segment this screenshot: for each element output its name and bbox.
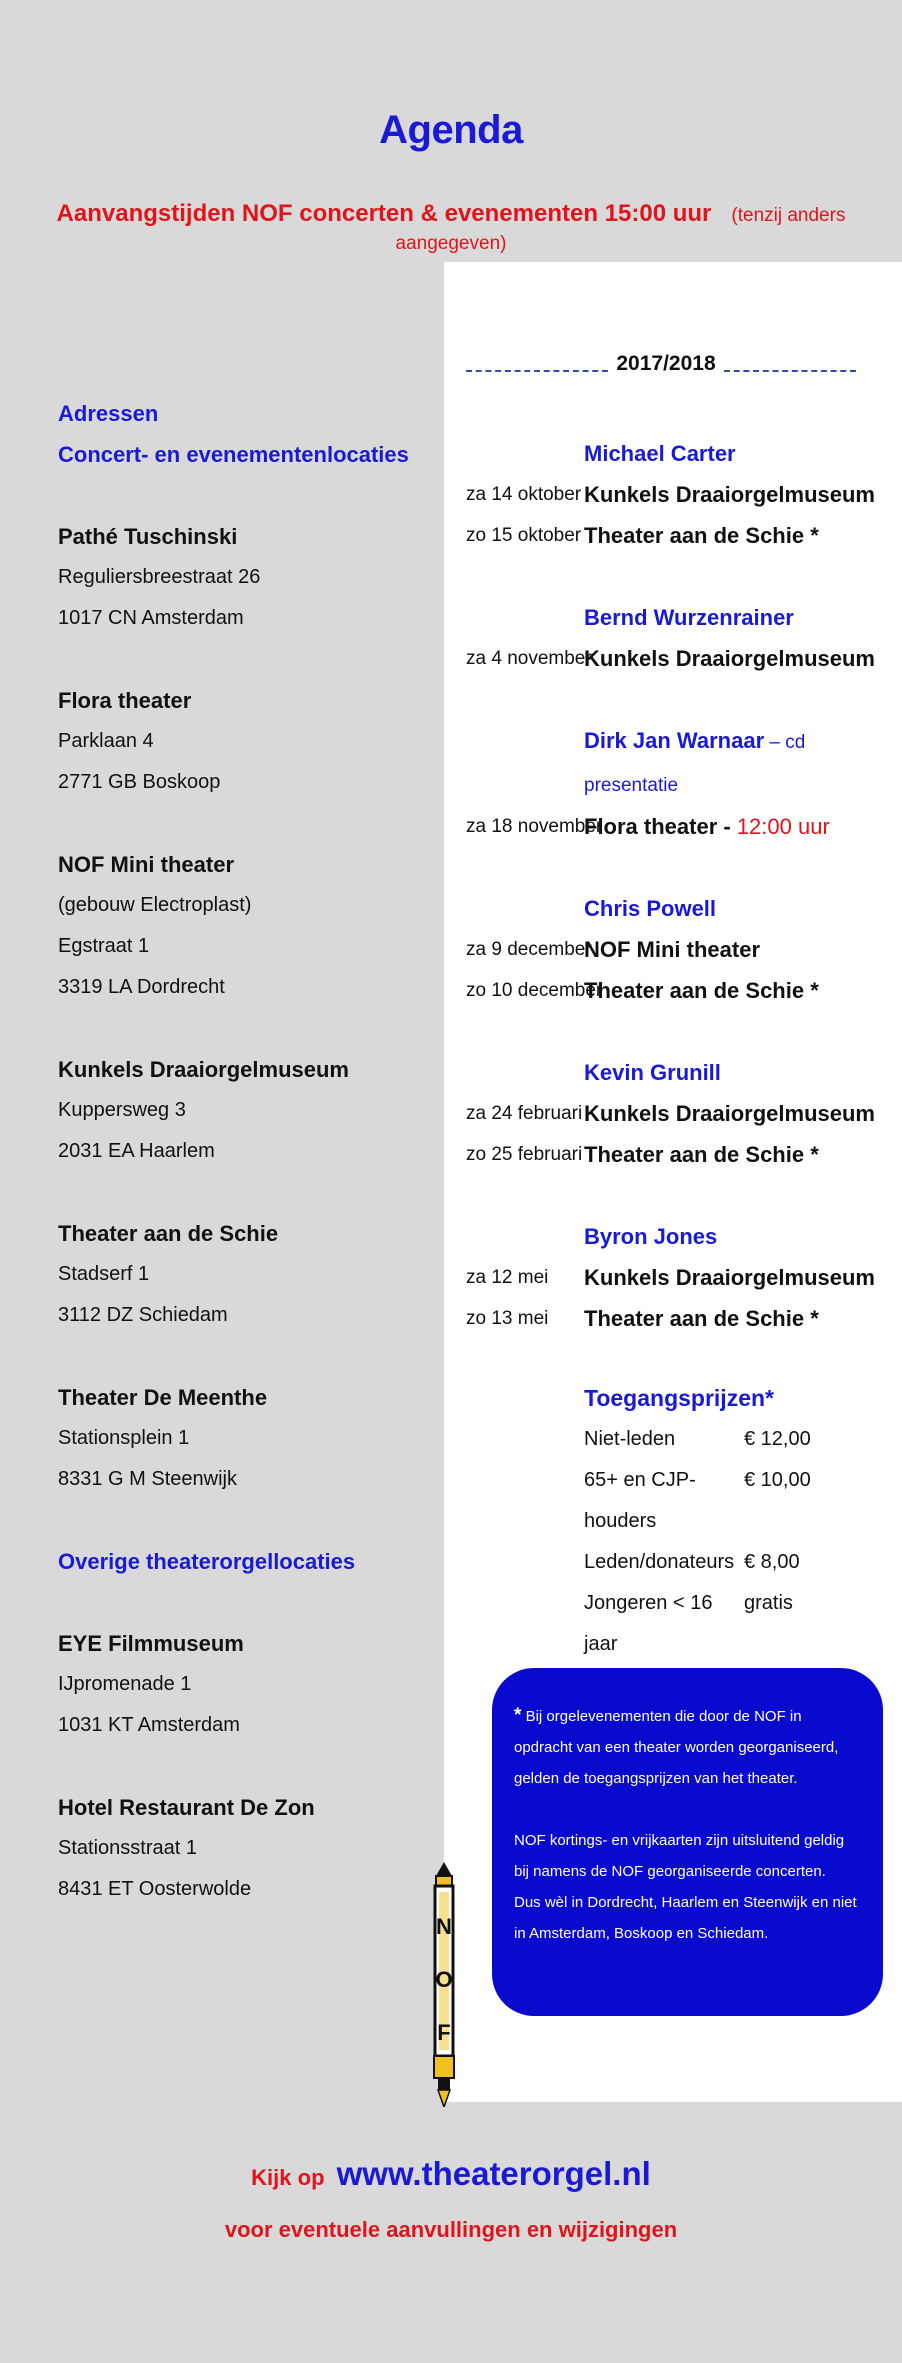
agenda-event — [466, 1298, 902, 1339]
agenda-event — [466, 806, 902, 847]
artist-name: Chris Powell — [584, 896, 717, 921]
location-address-line: 3112 DZ Schiedam — [58, 1304, 228, 1326]
price-value: gratis — [744, 1592, 793, 1614]
location-spacer — [58, 803, 438, 844]
location-address-line: 8431 ET Oosterwolde — [58, 1878, 252, 1900]
agenda-event — [466, 638, 902, 679]
info-para-1: * Bij orgelevenementen die door de NOF in opdracht van een theater worden georganiseerd, gelden de toegangsprijzen van het theater. — [514, 1705, 839, 1787]
price-label: 65+ en CJP-houders — [584, 1469, 696, 1532]
artist-extra: – cd presentatie — [584, 732, 806, 796]
info-para-2: NOF kortings- en vrijkaarten zijn uitsluitend geldig bij namens de NOF georganiseerde concerten. — [514, 1832, 845, 1880]
location-spacer — [58, 1746, 438, 1787]
subtitle-note: (tenzij anders aangegeven) — [395, 205, 846, 254]
event-venue: Kunkels Draaiorgelmuseum — [584, 646, 875, 671]
info-box — [492, 1668, 883, 2016]
price-value: € 8,00 — [744, 1551, 800, 1573]
location-address-line: 3319 LA Dordrecht — [58, 976, 225, 998]
agenda-event — [466, 474, 902, 515]
logo-letter-o: O — [435, 1967, 453, 1992]
event-date: za 18 november — [466, 816, 603, 837]
location-spacer — [58, 1008, 438, 1049]
agenda-event — [466, 1134, 902, 1175]
agenda-list — [466, 433, 902, 1339]
event-date: za 24 februari — [466, 1103, 583, 1124]
location-name: Theater De Meenthe — [58, 1385, 268, 1410]
concert-locations-heading: Concert- en evenementenlocaties — [58, 442, 409, 467]
agenda-spacer — [466, 847, 902, 888]
agenda-event — [466, 970, 902, 1011]
logo-letter-n: N — [436, 1914, 452, 1939]
artist-name: Kevin Grunill — [584, 1060, 721, 1085]
footer-prefix: Kijk op — [251, 2165, 325, 2190]
subtitle-main: Aanvangstijden NOF concerten & evenementen 15:00 uur — [56, 200, 712, 227]
nof-logo-icon — [430, 1862, 458, 2107]
location-address-line: Stadserf 1 — [58, 1263, 150, 1285]
location-address-line: 1031 KT Amsterdam — [58, 1714, 240, 1736]
agenda-event — [466, 929, 902, 970]
location-address-line: 8331 G M Steenwijk — [58, 1468, 237, 1490]
agenda-event — [466, 515, 902, 556]
location-address-line: 2031 EA Haarlem — [58, 1140, 215, 1162]
location-address-line: Reguliersbreestraat 26 — [58, 566, 261, 588]
event-venue: NOF Mini theater — [584, 937, 761, 962]
start-times-subtitle — [0, 200, 902, 256]
event-date: za 4 november — [466, 648, 592, 669]
location-spacer — [58, 1910, 438, 1951]
price-label: Jongeren < 16 jaar — [584, 1592, 713, 1655]
location-spacer — [58, 1336, 438, 1377]
other-location-list — [58, 1623, 438, 1951]
price-row — [584, 1419, 884, 1460]
location-spacer — [58, 639, 438, 680]
location-spacer — [58, 1172, 438, 1213]
artist-name: Byron Jones — [584, 1224, 718, 1249]
event-venue: Kunkels Draaiorgelmuseum — [584, 1101, 875, 1126]
event-date: zo 15 oktober — [466, 525, 582, 546]
prices-title: Toegangsprijzen* — [584, 1385, 774, 1411]
event-venue: Theater aan de Schie * — [584, 523, 819, 548]
page-title: Agenda — [379, 108, 523, 152]
event-date: zo 13 mei — [466, 1308, 549, 1329]
event-date: zo 10 december — [466, 980, 603, 1001]
footer-note: voor eventuele aanvullingen en wijzigingen — [224, 2217, 678, 2242]
price-value: € 12,00 — [744, 1428, 811, 1450]
price-label: Leden/donateurs — [584, 1551, 735, 1573]
location-address-line: 2771 GB Boskoop — [58, 771, 221, 793]
location-address-line: Stationsstraat 1 — [58, 1837, 197, 1859]
price-value: € 10,00 — [744, 1469, 811, 1491]
other-locations-heading: Overige theaterorgellocaties — [58, 1549, 356, 1574]
event-venue: Kunkels Draaiorgelmuseum — [584, 1265, 875, 1290]
info-para-3: Dus wèl in Dordrecht, Haarlem en Steenwijk en niet in Amsterdam, Boskoop en Schiedam. — [514, 1894, 857, 1942]
location-address-line: Stationsplein 1 — [58, 1427, 190, 1449]
location-name: Flora theater — [58, 688, 192, 713]
location-spacer — [58, 1500, 438, 1541]
event-date: za 12 mei — [466, 1267, 549, 1288]
event-venue: Theater aan de Schie * — [584, 1142, 819, 1167]
prices-block — [584, 1378, 884, 1665]
event-venue: Kunkels Draaiorgelmuseum — [584, 482, 875, 507]
event-venue: Flora theater - 12:00 uur — [584, 814, 830, 839]
event-date: za 9 december — [466, 939, 592, 960]
season-header — [466, 350, 856, 386]
season-label: 2017/2018 — [616, 352, 716, 375]
price-row — [584, 1583, 884, 1665]
event-venue: Theater aan de Schie * — [584, 978, 819, 1003]
artist-name: Michael Carter — [584, 441, 736, 466]
location-name: NOF Mini theater — [58, 852, 235, 877]
location-address-line: Parklaan 4 — [58, 730, 154, 752]
footer-url-line — [0, 2155, 902, 2193]
location-name: Hotel Restaurant De Zon — [58, 1795, 315, 1820]
price-row — [584, 1542, 884, 1583]
event-time: 12:00 uur — [736, 814, 830, 839]
location-name: Theater aan de Schie — [58, 1221, 279, 1246]
event-date: zo 25 februari — [466, 1144, 583, 1165]
agenda-spacer — [466, 556, 902, 597]
agenda-spacer — [466, 1175, 902, 1216]
agenda-event — [466, 1257, 902, 1298]
website-link[interactable]: www.theaterorgel.nl — [336, 2155, 651, 2192]
location-address-line: (gebouw Electroplast) — [58, 894, 252, 916]
addresses-column — [58, 393, 438, 1951]
agenda-spacer — [466, 1011, 902, 1052]
location-address-line: Egstraat 1 — [58, 935, 150, 957]
artist-name: Bernd Wurzenrainer — [584, 605, 794, 630]
location-address-line: 1017 CN Amsterdam — [58, 607, 244, 629]
addresses-heading: Adressen — [58, 401, 159, 426]
logo-letter-f: F — [437, 2020, 451, 2045]
event-date: za 14 oktober — [466, 484, 582, 505]
location-list — [58, 516, 438, 1541]
location-name: EYE Filmmuseum — [58, 1631, 244, 1656]
location-address-line: IJpromenade 1 — [58, 1673, 192, 1695]
event-venue: Theater aan de Schie * — [584, 1306, 819, 1331]
location-address-line: Kuppersweg 3 — [58, 1099, 186, 1121]
price-label: Niet-leden — [584, 1428, 676, 1450]
artist-name: Dirk Jan Warnaar – cd presentatie — [584, 728, 806, 796]
agenda-spacer — [466, 679, 902, 720]
location-name: Kunkels Draaiorgelmuseum — [58, 1057, 349, 1082]
price-row — [584, 1460, 884, 1542]
location-name: Pathé Tuschinski — [58, 524, 238, 549]
agenda-event — [466, 1093, 902, 1134]
